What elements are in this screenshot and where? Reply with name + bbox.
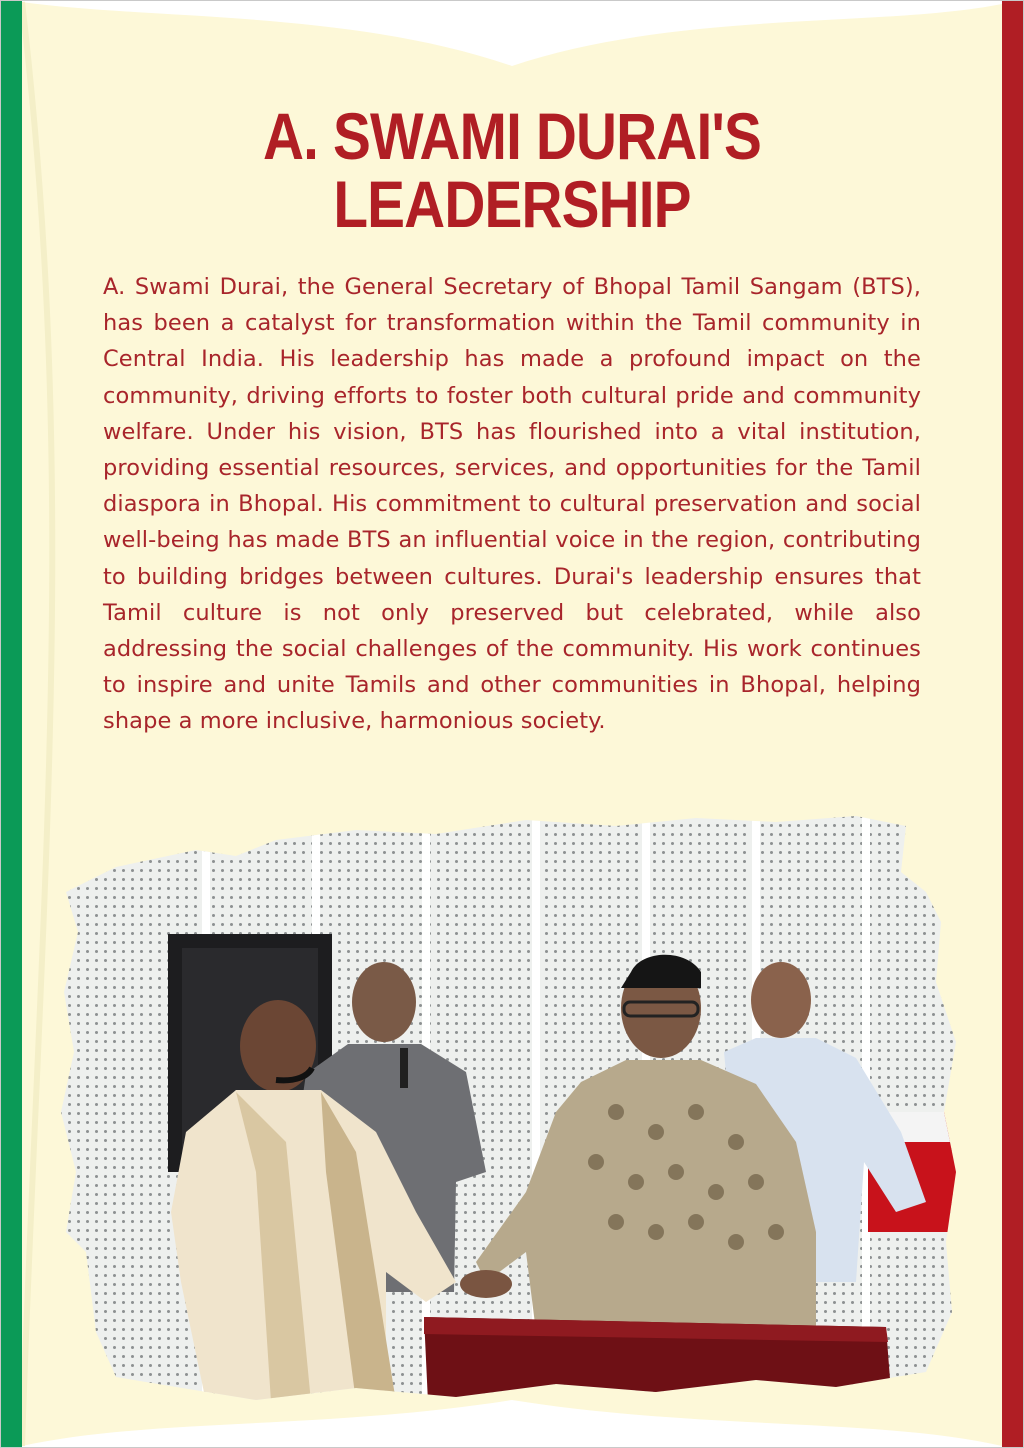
title-line-2: LEADERSHIP [333, 167, 691, 241]
page-title [149, 99, 875, 241]
body-paragraph: A. Swami Durai, the General Secretary of Bhopal Tamil Sangam (BTS), has been a catalyst for transformation within the Tamil community in Central India. His leadership has made a profound impact on the community, driving efforts to foster both cultural pride and community welfare. Under his vision, BTS has flourished into a vital institution, providing essential resources, services, and opportunities for the Tamil diaspora in Bhopal. His commitment to cultural preservation and social well-being has made BTS an influential voice in the region, contributing to building bridges between cultures. Durai's leadership ensures that Tamil culture is not only preserved but celebrated, while also addressing the social challenges of the community. His work continues to inspire and unite Tamils and other communities in Bhopal, helping shape a more inclusive, harmonious society. [103, 274, 921, 735]
title-line-1: A. SWAMI DURAI'S [263, 99, 761, 173]
event-photo [56, 812, 956, 1402]
red-border-stripe [1002, 0, 1024, 1448]
event-photo-icon [56, 812, 956, 1402]
green-border-stripe [0, 0, 22, 1448]
